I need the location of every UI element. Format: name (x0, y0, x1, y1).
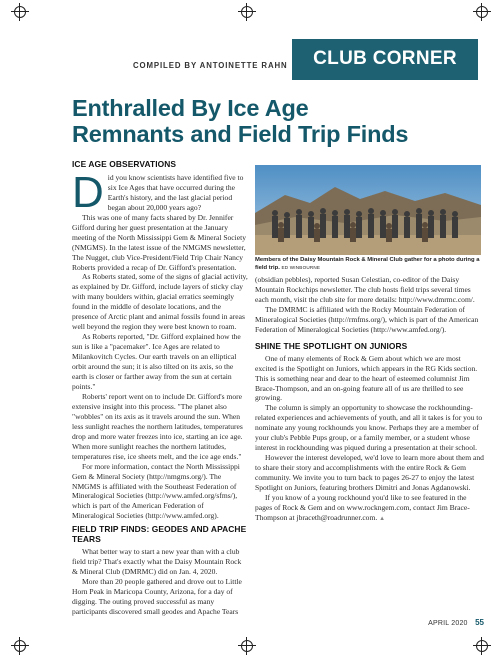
paragraph: This was one of many facts shared by Dr. Jennifer Gifford during her guest presentation at the January meeting of the North Mississippi Gem & Mineral Society (NMGMS). In the latest issue of the NMGMS newsletter, The Nugget, club Vice-President/Field Trip Chair Nancy Roberts provided a recap of Dr. Gifford's presentation. (72, 212, 246, 272)
registration-mark-bottom-right (476, 640, 488, 652)
photo-caption (255, 257, 483, 272)
heading-ice-age-observations: ICE AGE OBSERVATIONS (72, 159, 177, 169)
paragraph: (obsidian pebbles), reported Susan Celestian, co-editor of the Daisy Mountain Rockchips newsletter. The club hosts field trips several times each month, visit the club site for more details: http://www.dmrmc.com/. (255, 275, 475, 304)
paragraph: As Roberts stated, some of the signs of glacial activity, as explained by Dr. Gifford, include layers of sticky clay with many boulders within, glacial erratics seemingly found in the middle of desolate locations, and the presence of Arctic plant and animal fossils found in areas well beyond the region they were best known to roam. (72, 272, 248, 332)
group-photo-illustration (255, 165, 481, 255)
paragraph: The column is simply an opportunity to showcase the rockhounding-related experiences and achievements of youth, and all it takes is for you to nominate any young rockhounds you know. Perhaps they are a member of your club's Pebble Pups group, or a family member, or a student whose interest in rockhounding was piqued during a presentation at their school. (255, 403, 483, 453)
paragraph: As Roberts reported, "Dr. Gifford explained how the sun is like a "pacemaker". Ice Ages are related to Milankovitch Cycles. Our earth travels on an elliptical orbit around the sun; it is also tilted on its axis, so the earth is closer or farther away from the sun at certain points." (72, 332, 241, 391)
heading-field-trip-finds: FIELD TRIP FINDS: GEODES AND APACHE TEARS (72, 524, 247, 545)
paragraph-intro (72, 167, 248, 217)
intro-text: id you know scientists have identified five to six Ice Ages that have occurred during the Earth's history, and the last glacial period began about 20,000 years ago? (107, 172, 244, 212)
banner-rule (292, 79, 478, 80)
heading-spotlight-juniors: SHINE THE SPOTLIGHT ON JUNIORS (255, 340, 408, 351)
paragraph (255, 493, 484, 525)
paragraph: Roberts' report went on to include Dr. Gifford's more extensive insight into this process. "The planet also "wobbles" on its axis as it travels around the sun. When less sunlight reaches the northern latitudes, temperatures drop and more water freezes into ice, starting an ice age. When more sunlight reaches the northern latitudes, temperatures rise, ice sheets melt, and the ice age ends." (72, 391, 243, 461)
column-right (255, 275, 484, 525)
registration-mark-top-center (241, 6, 253, 18)
article-title-line1: Enthralled By Ice Age (72, 95, 309, 121)
column-left (72, 160, 248, 617)
contact-text: If you know of a young rockhound you'd like to see featured in the pages of Rock & Gem and on www.rockngem.com, contact Jim Brace-Thompson at jbraceth@roadrunner.com. (255, 493, 470, 522)
registration-mark-bottom-left (14, 640, 26, 652)
section-banner-label: CLUB CORNER (313, 48, 457, 69)
photo-caption-text: Members of the Daisy Mountain Rock & Mineral Club gather for a photo during a field trip. (255, 257, 480, 272)
photo-credit: ED WINBOURNE (281, 265, 321, 271)
paragraph: The DMRMC is affiliated with the Rocky Mountain Federation of Mineralogical Societies (http://rmfms.org/), which is part of the American Federation of Mineralogical Societies (http://www.amfed.org/). (255, 304, 479, 334)
registration-mark-top-left (14, 6, 26, 18)
footer (400, 612, 484, 630)
issue-date: APRIL 2020 (428, 620, 468, 627)
byline: COMPILED BY ANTOINETTE RAHN (133, 61, 288, 70)
field-trip-photo (255, 165, 481, 255)
article-title-line2: Remnants and Field Trip Finds (72, 121, 409, 147)
end-mark-icon: ▲ (379, 515, 386, 522)
paragraph: However the interest developed, we'd love to learn more about them and to share their story and accomplishments with the entire Rock & Gem community. We invite you to turn back to pages 26-27 to enjoy the latest Spotlight on Juniors, featuring brothers Dimitri and Jonas Agdanowski. (255, 453, 484, 493)
paragraph: For more information, contact the North Mississippi Gem & Mineral Society (http://nmgms.org/). The NMGMS is affiliated with the Southeast Federation of Mineralogical Societies (http://www.amfed.org/sfms/), which is part of the American Federation of Mineralogical Societies (http://www.amfed.org). (72, 461, 240, 521)
paragraph: More than 20 people gathered and drove out to Little Horn Peak in Maricopa County, Arizona, for a day of digging. The outing proved successful as many participants discovered small geodes and Apache Tears (72, 577, 242, 616)
article-title (72, 95, 492, 147)
page-number: 55 (475, 618, 484, 627)
section-banner (292, 39, 478, 79)
registration-mark-top-right (476, 6, 488, 18)
registration-mark-bottom-center (241, 640, 253, 652)
drop-cap: D (72, 167, 104, 217)
paragraph: One of many elements of Rock & Gem about which we are most excited is the Spotlight on Juniors, which appears in the RG Kids section. This is something near and dear to the heart of esteemed columnist Jim Brace-Thompson, and an on-going feature all of us are thrilled to see growing. (255, 353, 478, 403)
paragraph: What better way to start a new year than with a club field trip? That's exactly what the Daisy Mountain Rock & Mineral Club (DMRMC) did on Jan. 4, 2020. (72, 547, 242, 577)
